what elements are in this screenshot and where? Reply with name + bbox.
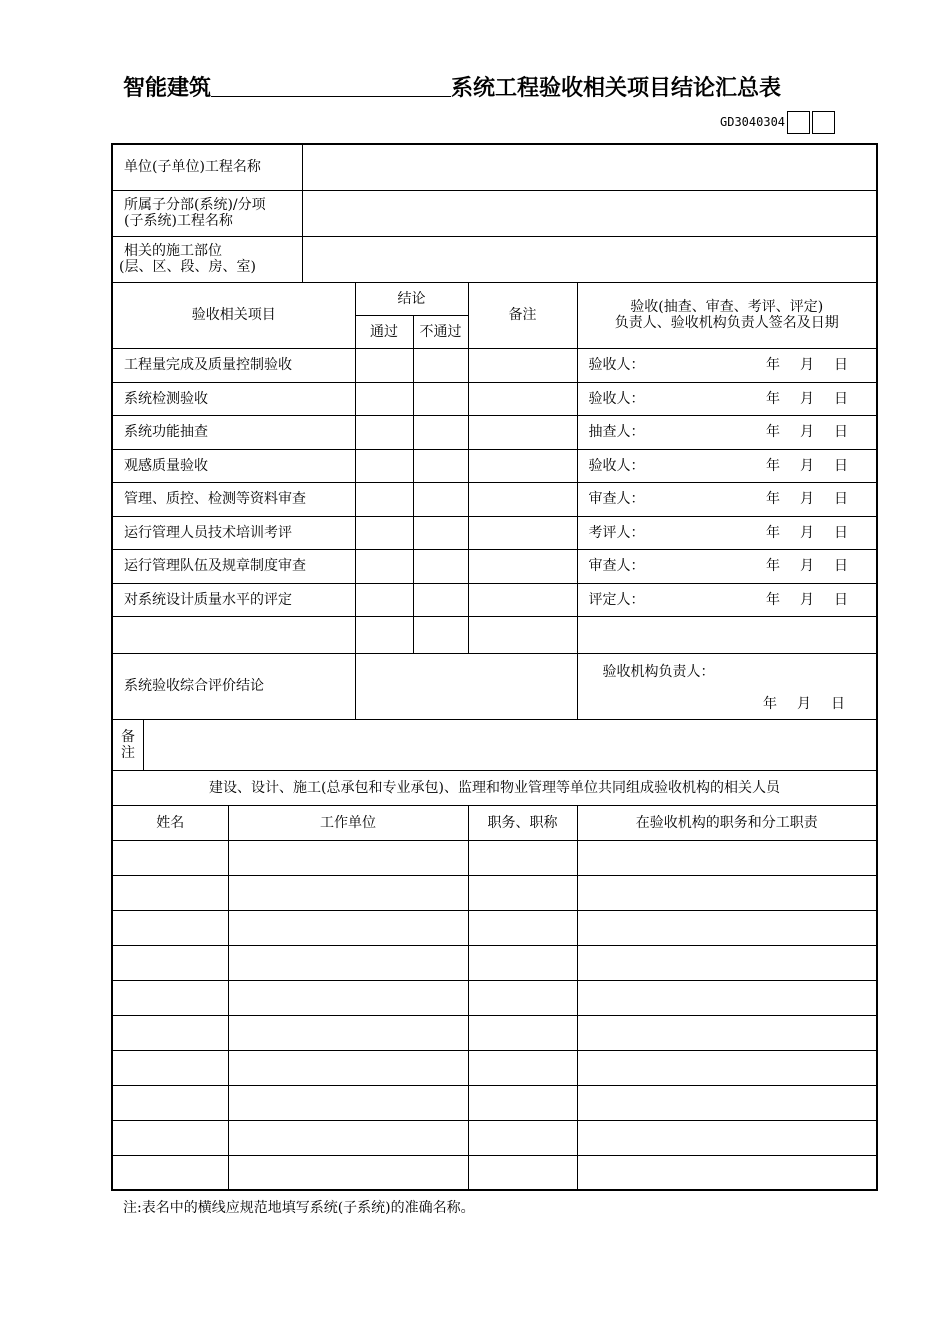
- personnel-row: [112, 980, 877, 1015]
- personnel-caption-row: [112, 770, 877, 805]
- person-position-cell[interactable]: [468, 1015, 577, 1050]
- pass-cell[interactable]: [355, 382, 413, 415]
- pass-cell[interactable]: [355, 549, 413, 583]
- item-row: [112, 449, 877, 482]
- signer-cell[interactable]: [577, 382, 877, 415]
- month-label: 月: [800, 524, 814, 541]
- pass-cell[interactable]: [355, 482, 413, 516]
- signer-cell[interactable]: [577, 449, 877, 482]
- signer-cell[interactable]: [577, 583, 877, 616]
- remark-cell[interactable]: [468, 449, 577, 482]
- year-label: 年: [766, 390, 780, 407]
- personnel-row: [112, 840, 877, 875]
- form-code-text: GD3040304: [720, 115, 786, 129]
- signer-label: 考评人：: [588, 524, 645, 541]
- location-field[interactable]: [302, 236, 877, 282]
- location-row: [112, 236, 877, 282]
- person-duty-cell[interactable]: [577, 1050, 877, 1085]
- signer-label: 验收人：: [588, 390, 645, 407]
- pass-cell[interactable]: [355, 616, 413, 653]
- month-label: 月: [800, 357, 814, 373]
- person-unit-cell[interactable]: [228, 945, 468, 980]
- month-label: 月: [800, 424, 814, 440]
- person-name-cell[interactable]: [112, 910, 228, 945]
- person-duty-cell[interactable]: [577, 910, 877, 945]
- person-unit-cell[interactable]: [228, 840, 468, 875]
- signer-label: 审查人：: [588, 558, 645, 574]
- year-label: 年: [763, 696, 777, 712]
- person-position-cell[interactable]: [468, 980, 577, 1015]
- project-name-label: 单位(子单位)工程名称: [112, 144, 302, 190]
- person-duty-cell[interactable]: [577, 980, 877, 1015]
- fail-cell[interactable]: [413, 616, 468, 653]
- person-name-cell[interactable]: [112, 1120, 228, 1155]
- signer-label: 评定人：: [588, 591, 645, 608]
- item-name: 运行管理队伍及规章制度审查: [112, 549, 355, 583]
- duty-column-header: 在验收机构的职务和分工职责: [577, 805, 877, 840]
- form-title: [123, 70, 863, 106]
- remark-cell[interactable]: [468, 415, 577, 449]
- personnel-row: [112, 1155, 877, 1190]
- person-name-cell[interactable]: [112, 875, 228, 910]
- signer-label: 审查人：: [588, 491, 645, 507]
- personnel-row: [112, 1015, 877, 1050]
- item-name: 系统检测验收: [112, 382, 355, 415]
- remark-cell[interactable]: [468, 549, 577, 583]
- personnel-row: [112, 1050, 877, 1085]
- year-label: 年: [766, 357, 780, 373]
- person-duty-cell[interactable]: [577, 1155, 877, 1190]
- item-row: [112, 348, 877, 382]
- person-unit-cell[interactable]: [228, 910, 468, 945]
- sub-project-label-line1: 所属子分部(系统)/分项: [124, 197, 266, 213]
- item-name: 工程量完成及质量控制验收: [112, 348, 355, 382]
- signer-cell[interactable]: [577, 348, 877, 382]
- remark-field[interactable]: [144, 720, 876, 770]
- signer-label: 验收人：: [588, 357, 645, 373]
- person-unit-cell[interactable]: [228, 1120, 468, 1155]
- pass-cell[interactable]: [355, 583, 413, 616]
- item-name: 系统功能抽查: [112, 415, 355, 449]
- footnote: 注:表名中的横线应规范地填写系统(子系统)的准确名称。: [123, 1200, 475, 1216]
- location-label-line2: (层、区、段、房、室): [119, 259, 256, 275]
- person-duty-cell[interactable]: [577, 1015, 877, 1050]
- project-name-row: [112, 144, 877, 190]
- personnel-rows: [112, 840, 877, 1190]
- code-box-1[interactable]: [787, 111, 810, 134]
- day-label: 日: [834, 390, 848, 407]
- personnel-row: [112, 1120, 877, 1155]
- month-label: 月: [800, 591, 814, 608]
- day-label: 日: [834, 524, 848, 541]
- pass-cell[interactable]: [355, 348, 413, 382]
- person-position-cell[interactable]: [468, 840, 577, 875]
- item-row: [112, 382, 877, 415]
- form-code: [720, 110, 835, 134]
- person-unit-cell[interactable]: [228, 1050, 468, 1085]
- person-position-cell[interactable]: [468, 1155, 577, 1190]
- person-position-cell[interactable]: [468, 910, 577, 945]
- personnel-header-row: [112, 805, 877, 840]
- remark-row: [112, 719, 877, 770]
- item-name: 对系统设计质量水平的评定: [112, 583, 355, 616]
- sub-project-field[interactable]: [302, 190, 877, 236]
- personnel-row: [112, 875, 877, 910]
- fail-cell[interactable]: [413, 382, 468, 415]
- person-name-cell[interactable]: [112, 945, 228, 980]
- person-name-cell[interactable]: [112, 1085, 228, 1120]
- blank-item-row: [112, 616, 877, 653]
- position-column-header: 职务、职称: [468, 805, 577, 840]
- remark-cell[interactable]: [468, 482, 577, 516]
- summary-row: [112, 653, 877, 719]
- unit-column-header: 工作单位: [228, 805, 468, 840]
- day-label: 日: [834, 357, 848, 373]
- summary-label: 系统验收综合评价结论: [112, 653, 355, 719]
- person-position-cell[interactable]: [468, 1120, 577, 1155]
- personnel-row: [112, 945, 877, 980]
- year-label: 年: [766, 558, 780, 574]
- person-name-cell[interactable]: [112, 840, 228, 875]
- remark-cell[interactable]: [468, 516, 577, 549]
- summary-date: [589, 696, 877, 712]
- blank-item-name[interactable]: [112, 616, 355, 653]
- person-unit-cell[interactable]: [228, 1155, 468, 1190]
- month-label: 月: [800, 390, 814, 407]
- summary-sign-cell[interactable]: [577, 653, 877, 719]
- day-label: 日: [834, 591, 848, 608]
- sign-header-line1: 验收(抽查、审查、考评、评定): [630, 299, 824, 315]
- signer-cell[interactable]: [577, 516, 877, 549]
- year-label: 年: [766, 457, 780, 474]
- person-name-cell[interactable]: [112, 1050, 228, 1085]
- fail-cell[interactable]: [413, 516, 468, 549]
- project-name-field[interactable]: [302, 144, 877, 190]
- month-label: 月: [800, 558, 814, 574]
- person-position-cell[interactable]: [468, 875, 577, 910]
- personnel-row: [112, 910, 877, 945]
- fail-cell[interactable]: [413, 415, 468, 449]
- person-duty-cell[interactable]: [577, 1120, 877, 1155]
- person-position-cell[interactable]: [468, 945, 577, 980]
- sub-project-label-line2: (子系统)工程名称: [124, 213, 233, 229]
- signer-cell[interactable]: [577, 415, 877, 449]
- sign-header: [577, 282, 877, 348]
- fail-cell[interactable]: [413, 348, 468, 382]
- header-row-1: [112, 282, 877, 315]
- item-row: [112, 482, 877, 516]
- pass-cell[interactable]: [355, 449, 413, 482]
- person-name-cell[interactable]: [112, 1015, 228, 1050]
- summary-conclusion-field[interactable]: [355, 653, 577, 719]
- person-duty-cell[interactable]: [577, 875, 877, 910]
- person-unit-cell[interactable]: [228, 980, 468, 1015]
- signer-cell[interactable]: [577, 482, 877, 516]
- person-unit-cell[interactable]: [228, 1085, 468, 1120]
- remark-label-line2: 注: [121, 744, 135, 761]
- fail-header: 不通过: [413, 315, 468, 348]
- person-name-cell[interactable]: [112, 1155, 228, 1190]
- fail-cell[interactable]: [413, 449, 468, 482]
- pass-cell[interactable]: [355, 516, 413, 549]
- pass-cell[interactable]: [355, 415, 413, 449]
- location-label: [112, 236, 302, 282]
- person-duty-cell[interactable]: [577, 945, 877, 980]
- item-header: 验收相关项目: [112, 282, 355, 348]
- day-label: 日: [834, 457, 848, 474]
- year-label: 年: [766, 491, 780, 507]
- title-suffix: 系统工程验收相关项目结论汇总表: [451, 76, 782, 101]
- location-label-line1: 相关的施工部位: [124, 243, 222, 259]
- year-label: 年: [766, 524, 780, 541]
- code-box-2[interactable]: [812, 111, 835, 134]
- remark-cell[interactable]: [468, 382, 577, 415]
- sub-project-label: [112, 190, 302, 236]
- person-name-cell[interactable]: [112, 980, 228, 1015]
- month-label: 月: [800, 491, 814, 507]
- item-name: 运行管理人员技术培训考评: [112, 516, 355, 549]
- acceptance-summary-table: [111, 143, 878, 1191]
- name-column-header: 姓名: [112, 805, 228, 840]
- remark-cell[interactable]: [468, 616, 577, 653]
- person-position-cell[interactable]: [468, 1085, 577, 1120]
- remark-section: [112, 719, 877, 770]
- remark-label-line1: 备: [121, 728, 135, 745]
- person-duty-cell[interactable]: [577, 840, 877, 875]
- year-label: 年: [766, 424, 780, 440]
- month-label: 月: [797, 696, 811, 712]
- title-prefix: 智能建筑: [123, 76, 212, 101]
- signer-label: 抽查人：: [588, 424, 645, 440]
- item-row: [112, 516, 877, 549]
- signer-cell[interactable]: [577, 616, 877, 653]
- month-label: 月: [800, 457, 814, 474]
- item-name: 观感质量验收: [112, 449, 355, 482]
- person-duty-cell[interactable]: [577, 1085, 877, 1120]
- signer-cell[interactable]: [577, 549, 877, 583]
- year-label: 年: [766, 591, 780, 608]
- person-position-cell[interactable]: [468, 1050, 577, 1085]
- item-name: 管理、质控、检测等资料审查: [112, 482, 355, 516]
- personnel-row: [112, 1085, 877, 1120]
- sub-project-row: [112, 190, 877, 236]
- day-label: 日: [834, 558, 848, 574]
- conclusion-header: 结论: [355, 282, 468, 315]
- fail-cell[interactable]: [413, 482, 468, 516]
- remark-header: 备注: [468, 282, 577, 348]
- remark-cell[interactable]: [468, 348, 577, 382]
- fail-cell[interactable]: [413, 549, 468, 583]
- person-unit-cell[interactable]: [228, 875, 468, 910]
- pass-header: 通过: [355, 315, 413, 348]
- item-row: [112, 583, 877, 616]
- person-unit-cell[interactable]: [228, 1015, 468, 1050]
- head-signer-label: 验收机构负责人：: [602, 664, 715, 680]
- day-label: 日: [834, 491, 848, 507]
- remark-label: [113, 720, 144, 770]
- system-name-blank[interactable]: [211, 70, 451, 97]
- day-label: 日: [834, 424, 848, 440]
- fail-cell[interactable]: [413, 583, 468, 616]
- item-row: [112, 415, 877, 449]
- day-label: 日: [831, 696, 845, 712]
- personnel-caption: 建设、设计、施工(总承包和专业承包)、监理和物业管理等单位共同组成验收机构的相关人员: [112, 770, 877, 805]
- item-row: [112, 549, 877, 583]
- remark-cell[interactable]: [468, 583, 577, 616]
- sign-header-line2: 负责人、验收机构负责人签名及日期: [614, 315, 839, 331]
- signer-label: 验收人：: [588, 457, 645, 474]
